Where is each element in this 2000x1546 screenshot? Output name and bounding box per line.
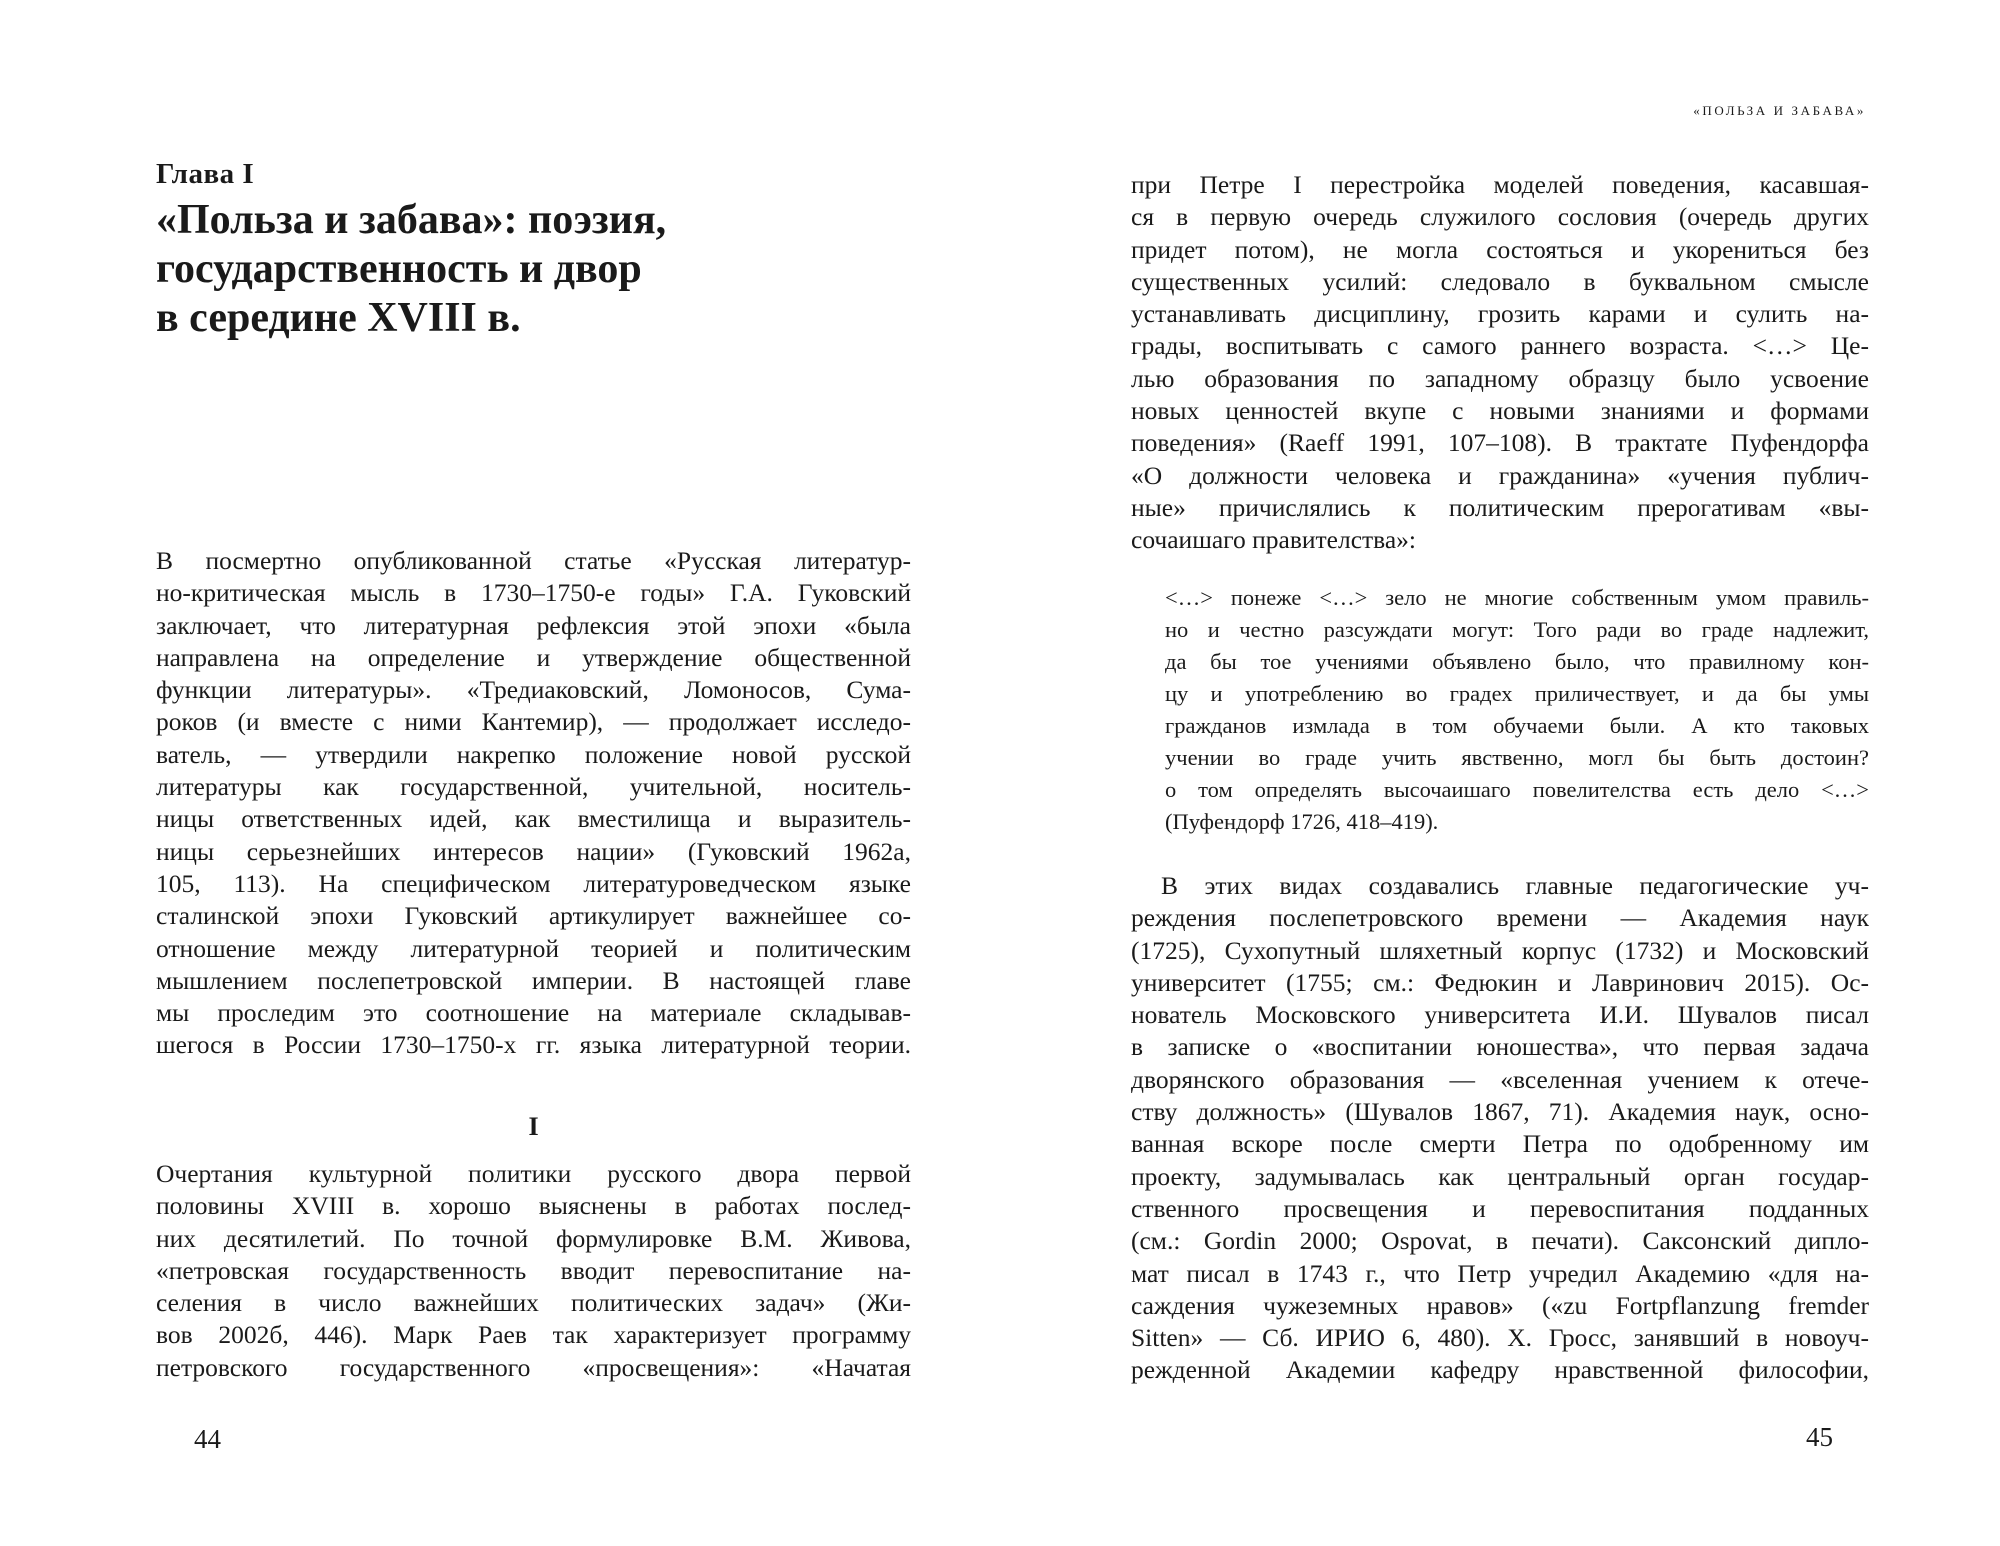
text-line: литературы как государственной, учительной, носитель-	[156, 772, 911, 802]
text-line: существенных усилий: следовало в буквальном смысле	[1131, 266, 1869, 296]
text-line: поведения» (Raeff 1991, 107–108). В трактате Пуфендорфа	[1131, 428, 1869, 458]
text-line: но и честно разсуждати могут: Того ради во граде надлежит,	[1165, 617, 1869, 642]
text-line: (1725), Сухопутный шляхетный корпус (1732) и Московский	[1131, 935, 1869, 965]
text-line: Sitten» — Сб. ИРИО 6, 480). Х. Гросс, занявший в новоуч-	[1131, 1323, 1869, 1353]
chapter-title-line: в середине XVIII в.	[156, 295, 521, 341]
body-paragraph	[1131, 169, 1869, 557]
text-line: сочаишаго правителства»:	[1131, 525, 1417, 555]
text-line: дворянского образования — «вселенная учением к отече-	[1131, 1064, 1869, 1094]
text-line: при Петре I перестройка моделей поведения, касавшая-	[1131, 170, 1869, 199]
chapter-label: Глава I	[156, 158, 255, 190]
text-line: В посмертно опубликованной статье «Русская литератур-	[156, 546, 911, 575]
text-line: в записке о «воспитании юношества», что первая задача	[1131, 1032, 1869, 1062]
text-line: цу и употреблению во градех приличествует, и да бы умы	[1165, 681, 1869, 706]
text-line: ственного просвещения и перевоспитания подданных	[1131, 1193, 1869, 1223]
text-line: половины XVIII в. хорошо выяснены в работах послед-	[156, 1191, 911, 1221]
text-line: роков (и вместе с ними Кантемир), — продолжает исследо-	[156, 707, 911, 737]
body-paragraph	[156, 1158, 911, 1384]
text-line: саждения чужеземных нравов» («zu Fortpflanzung fremder	[1131, 1290, 1869, 1320]
text-line: функции литературы». «Тредиаковский, Ломоносов, Сума-	[156, 675, 911, 705]
chapter-title-line: государственность и двор	[156, 246, 642, 292]
text-line: сталинской эпохи Гуковский артикулирует важнейшее со-	[156, 901, 911, 931]
text-line: нователь Московского университета И.И. Шувалов писал	[1131, 1000, 1869, 1030]
text-line: грады, воспитывать с самого раннего возраста. <…> Це-	[1131, 331, 1869, 361]
text-line: ству должность» (Шувалов 1867, 71). Академия наук, осно-	[1131, 1097, 1869, 1127]
text-line: гражданов измлада в том обучаеми были. А кто таковых	[1165, 713, 1869, 738]
text-line: петровского государственного «просвещения»: «Начатая	[156, 1352, 911, 1382]
text-line: направлена на определение и утверждение общественной	[156, 642, 911, 672]
chapter-title-line: «Польза и забава»: поэзия,	[156, 197, 667, 243]
text-line: ницы ответственных идей, как вместилища и выразитель-	[156, 804, 911, 834]
text-line: «О должности человека и гражданина» «учения публич-	[1131, 460, 1869, 490]
text-line: селения в число важнейших политических задач» (Жи-	[156, 1288, 911, 1318]
text-line: ся в первую очередь служилого сословия (очередь других	[1131, 202, 1869, 232]
block-quote	[1165, 582, 1869, 838]
text-line: заключает, что литературная рефлексия этой эпохи «была	[156, 610, 911, 640]
chapter-title	[156, 196, 666, 343]
text-line: реждения послепетровского времени — Академия наук	[1131, 903, 1869, 933]
text-line: В этих видах создавались главные педагогические уч-	[1161, 871, 1869, 900]
text-line: них десятилетий. По точной формулировке В.М. Живова,	[156, 1223, 911, 1253]
text-line: университет (1755; см.: Федюкин и Лавринович 2015). Ос-	[1131, 967, 1869, 997]
text-line: придет потом), не могла состояться и укорениться без	[1131, 234, 1869, 264]
text-line: мы проследим это соотношение на материале складывав-	[156, 998, 911, 1028]
text-line: ные» причислялись к политическим прерогативам «вы-	[1131, 492, 1869, 522]
text-line: ницы серьезнейших интересов нации» (Гуковский 1962а,	[156, 836, 911, 866]
text-line: о том определять высочаишаго повелителства есть дело <…>	[1165, 777, 1869, 802]
text-line: устанавливать дисциплину, грозить карами и сулить на-	[1131, 299, 1869, 329]
text-line: (см.: Gordin 2000; Ospovat, в печати). Саксонский дипло-	[1131, 1226, 1869, 1256]
text-line: но-критическая мысль в 1730–1750-е годы» Г.А. Гуковский	[156, 578, 911, 608]
text-line: вов 2002б, 446). Марк Раев так характеризует программу	[156, 1320, 911, 1350]
running-head: «ПОЛЬЗА И ЗАБАВА»	[1693, 103, 1866, 118]
body-paragraph	[1131, 870, 1869, 1387]
text-line: лью образования по западному образцу было усвоение	[1131, 363, 1869, 393]
page-number: 45	[1806, 1422, 1833, 1452]
text-line: проекту, задумывалась как центральный орган государ-	[1131, 1161, 1869, 1191]
text-line: отношение между литературной теорией и политическим	[156, 933, 911, 963]
text-line: мышлением послепетровской империи. В настоящей главе	[156, 965, 911, 995]
page-number: 44	[194, 1424, 221, 1454]
text-line: режденной Академии кафедру нравственной философии,	[1131, 1355, 1869, 1385]
text-line: мат писал в 1743 г., что Петр учредил Академию «для на-	[1131, 1258, 1869, 1288]
section-heading: I	[528, 1112, 539, 1141]
text-line: новых ценностей вкупе с новыми знаниями и формами	[1131, 396, 1869, 426]
text-line: учении во граде учить явственно, могл бы быть достоин?	[1165, 745, 1869, 770]
body-paragraph	[156, 545, 911, 1062]
text-line: (Пуфендорф 1726, 418–419).	[1165, 809, 1439, 834]
text-line: «петровская государственность вводит перевоспитание на-	[156, 1255, 911, 1285]
text-line: ванная вскоре после смерти Петра по одобренному им	[1131, 1129, 1869, 1159]
text-line: шегося в России 1730–1750-х гг. языка литературной теории.	[156, 1030, 911, 1060]
text-line: <…> понеже <…> зело не многие собственным умом правиль-	[1165, 585, 1869, 610]
text-line: 105, 113). На специфическом литературоведческом языке	[156, 868, 911, 898]
text-line: да бы тое учениями объявлено было, что правилному кон-	[1165, 649, 1869, 674]
text-line: ватель, — утвердили накрепко положение новой русской	[156, 739, 911, 769]
text-line: Очертания культурной политики русского двора первой	[156, 1159, 911, 1188]
right-page	[1000, 0, 2000, 1546]
